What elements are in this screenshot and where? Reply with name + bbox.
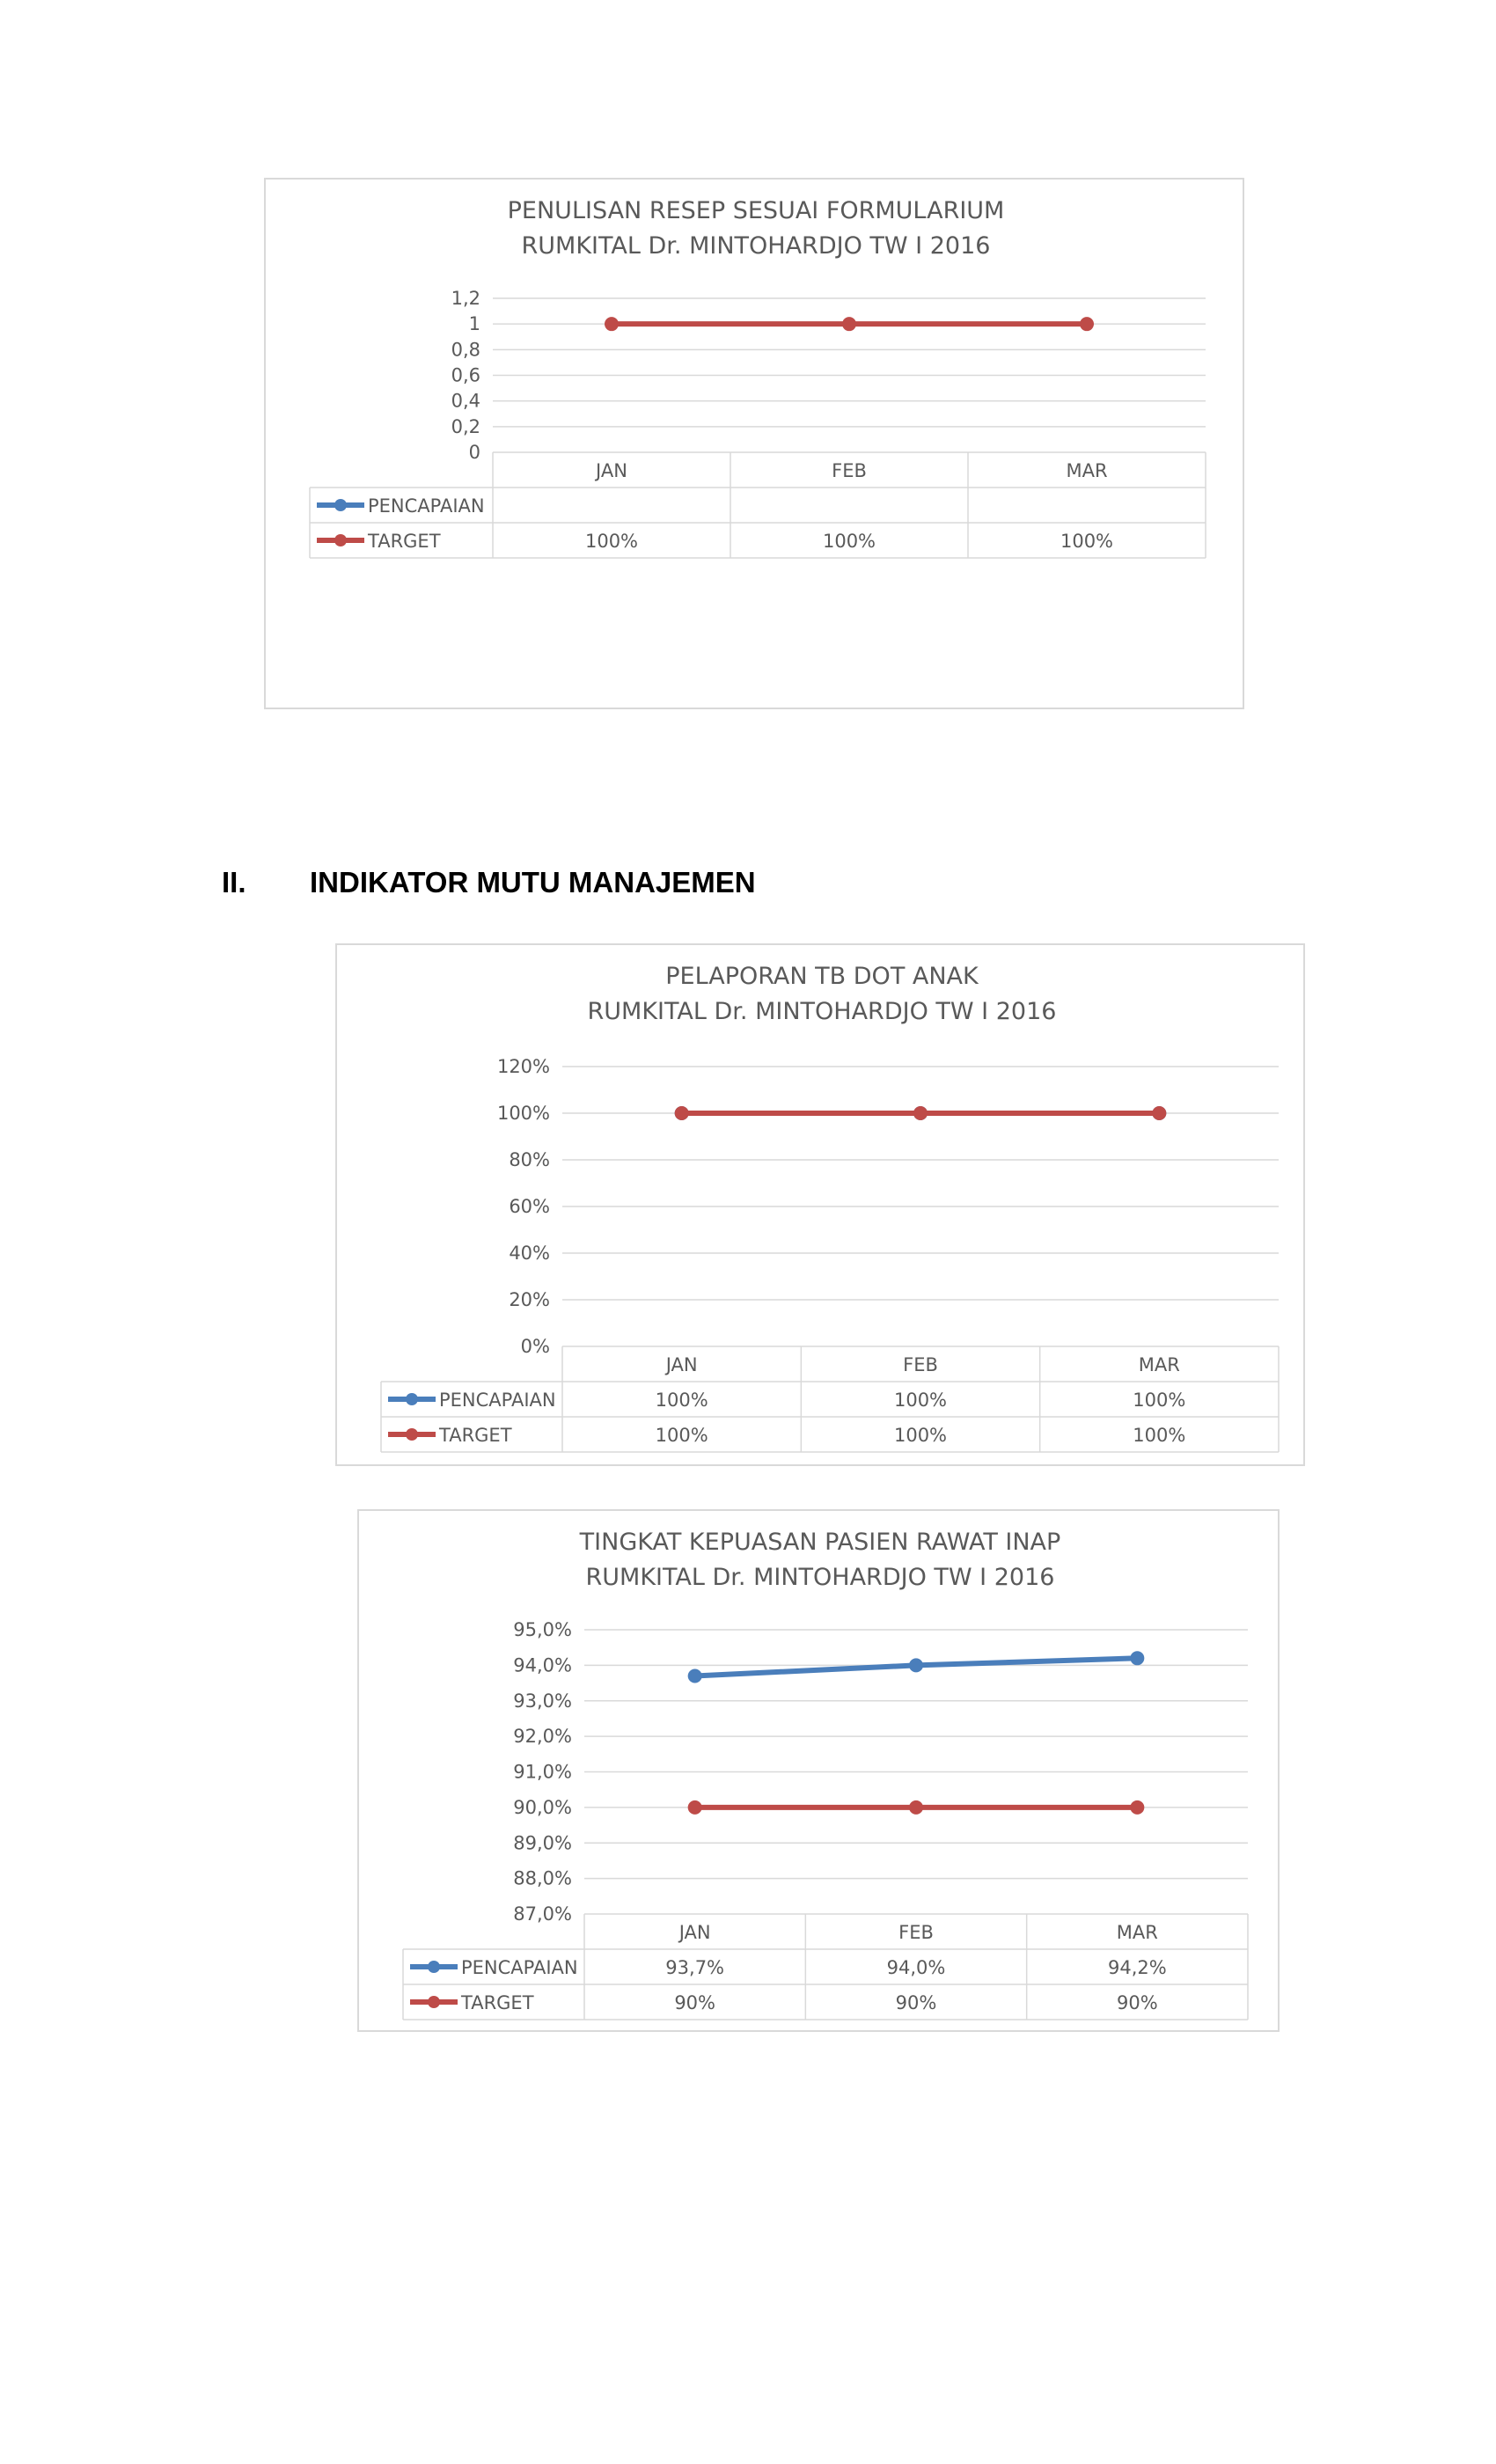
data-point xyxy=(1080,317,1094,331)
y-tick-label: 0,6 xyxy=(451,364,480,386)
y-tick-label: 0,4 xyxy=(451,390,480,412)
data-point xyxy=(913,1106,928,1120)
data-point xyxy=(688,1800,702,1815)
y-tick-label: 100% xyxy=(496,1103,550,1124)
data-label: 100% xyxy=(655,1390,708,1411)
y-tick-label: 89,0% xyxy=(513,1832,572,1854)
chart-subtitle: RUMKITAL Dr. MINTOHARDJO TW I 2016 xyxy=(587,998,1057,1025)
data-point xyxy=(675,1106,689,1120)
data-label: 94,2% xyxy=(1107,1957,1167,1978)
legend-label: TARGET xyxy=(461,1992,534,2013)
x-category-label: MAR xyxy=(1116,1922,1158,1943)
y-tick-label: 95,0% xyxy=(513,1619,572,1640)
x-category-label: FEB xyxy=(832,460,867,481)
legend-key-marker xyxy=(428,1996,440,2008)
legend-key-marker xyxy=(428,1961,440,1973)
y-tick-label: 92,0% xyxy=(513,1726,572,1748)
x-category-label: MAR xyxy=(1138,1354,1180,1375)
chart-svg xyxy=(337,945,1307,1468)
y-tick-label: 91,0% xyxy=(513,1761,572,1783)
legend-key-marker xyxy=(334,499,347,511)
data-point xyxy=(1130,1800,1144,1815)
y-tick-label: 1,2 xyxy=(451,288,480,309)
y-tick-label: 1 xyxy=(468,313,480,335)
y-tick-label: 94,0% xyxy=(513,1654,572,1676)
y-tick-label: 87,0% xyxy=(513,1903,572,1925)
data-label: 93,7% xyxy=(665,1957,725,1978)
chart-subtitle: RUMKITAL Dr. MINTOHARDJO TW I 2016 xyxy=(521,232,991,260)
x-category-label: FEB xyxy=(898,1922,934,1943)
y-tick-label: 88,0% xyxy=(513,1867,572,1889)
y-tick-label: 93,0% xyxy=(513,1690,572,1712)
y-tick-label: 0,2 xyxy=(451,415,480,437)
legend-label: PENCAPAIAN xyxy=(439,1390,556,1411)
x-category-label: FEB xyxy=(903,1354,938,1375)
chart-svg xyxy=(359,1511,1281,2034)
legend-key-marker xyxy=(334,534,347,546)
data-point xyxy=(909,1800,923,1815)
y-tick-label: 0% xyxy=(520,1336,550,1357)
chart-svg xyxy=(266,180,1246,711)
data-label: 100% xyxy=(1060,531,1114,552)
y-tick-label: 120% xyxy=(496,1056,550,1077)
chart-kepuasan-pasien xyxy=(357,1509,1280,2032)
section-title: INDIKATOR MUTU MANAJEMEN xyxy=(310,866,756,898)
data-label: 100% xyxy=(584,531,639,552)
chart-title: PENULISAN RESEP SESUAI FORMULARIUM xyxy=(507,197,1005,224)
data-label: 100% xyxy=(893,1390,948,1411)
legend-label: PENCAPAIAN xyxy=(461,1957,578,1978)
legend-label: TARGET xyxy=(368,531,441,552)
chart-subtitle: RUMKITAL Dr. MINTOHARDJO TW I 2016 xyxy=(585,1564,1055,1591)
y-tick-label: 90,0% xyxy=(513,1796,572,1818)
y-tick-label: 60% xyxy=(509,1196,550,1217)
data-label: 100% xyxy=(655,1425,708,1446)
data-point xyxy=(688,1668,702,1683)
y-tick-label: 0,8 xyxy=(451,339,480,361)
data-point xyxy=(605,317,619,331)
data-label: 100% xyxy=(893,1425,948,1446)
section-number: II. xyxy=(222,866,246,898)
x-category-label: JAN xyxy=(665,1354,698,1375)
data-point xyxy=(842,317,856,331)
chart-pelaporan-tb xyxy=(335,943,1305,1466)
section-heading xyxy=(222,861,756,905)
data-label: 90% xyxy=(1116,1992,1158,2013)
chart-penulisan-resep xyxy=(264,178,1244,709)
legend-key-marker xyxy=(406,1428,418,1441)
legend-label: TARGET xyxy=(439,1425,512,1446)
legend-label: PENCAPAIAN xyxy=(368,495,485,517)
x-category-label: MAR xyxy=(1066,460,1108,481)
y-tick-label: 40% xyxy=(509,1243,550,1264)
data-label: 100% xyxy=(1133,1425,1186,1446)
y-tick-label: 80% xyxy=(509,1149,550,1170)
data-point xyxy=(909,1658,923,1672)
data-label: 100% xyxy=(1133,1390,1186,1411)
chart-title: PELAPORAN TB DOT ANAK xyxy=(665,963,979,990)
data-label: 94,0% xyxy=(886,1957,946,1978)
legend-key-marker xyxy=(406,1393,418,1405)
x-category-label: JAN xyxy=(596,460,627,481)
data-point xyxy=(1152,1106,1166,1120)
data-label: 90% xyxy=(674,1992,716,2013)
y-tick-label: 0 xyxy=(468,442,480,463)
y-tick-label: 20% xyxy=(509,1289,550,1310)
chart-title: TINGKAT KEPUASAN PASIEN RAWAT INAP xyxy=(579,1529,1061,1556)
data-label: 90% xyxy=(895,1992,937,2013)
data-label: 100% xyxy=(822,531,876,552)
x-category-label: JAN xyxy=(678,1922,711,1943)
data-point xyxy=(1130,1651,1144,1665)
